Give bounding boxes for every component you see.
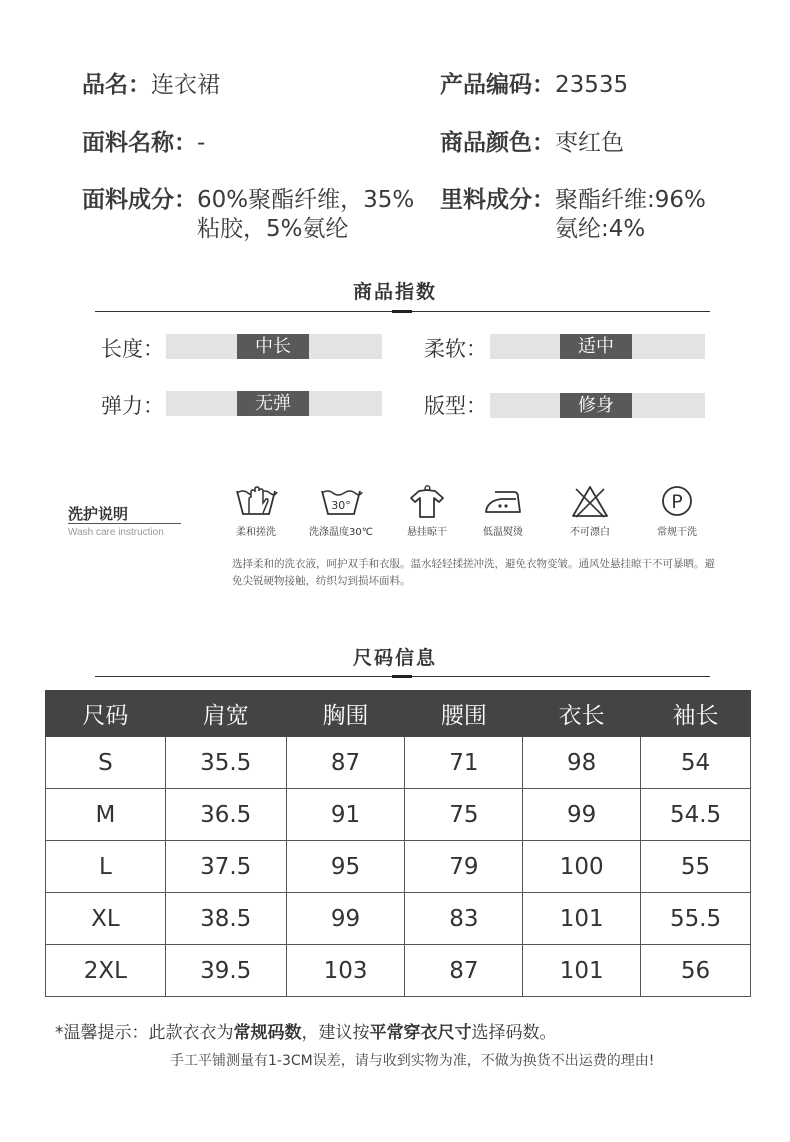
tip-bold-2: 平常穿衣尺寸	[369, 1023, 472, 1043]
tip-text-3: 选择码数。	[471, 1023, 557, 1043]
info-composition	[82, 186, 427, 244]
cell-sleeve: 56	[641, 945, 751, 997]
cell-waist: 75	[405, 789, 523, 841]
wash-item-no-bleach	[555, 483, 625, 538]
wash-temp-badge: 30°	[331, 499, 351, 512]
cell-size: M	[46, 789, 166, 841]
index-elasticity-bar	[166, 391, 382, 416]
table-row	[46, 893, 751, 945]
cell-sleeve: 55	[641, 841, 751, 893]
tip-text-1: 此款衣衣为	[148, 1023, 234, 1043]
header-shoulder: 肩宽	[165, 691, 286, 737]
info-color-label: 商品颜色：	[440, 130, 555, 156]
index-fit-bar	[490, 393, 705, 418]
cell-bust: 87	[286, 737, 405, 789]
cell-size: S	[46, 737, 166, 789]
no-bleach-caption: 不可漂白	[570, 527, 610, 538]
info-fabric-label: 面料名称：	[82, 130, 197, 156]
cell-shoulder: 35.5	[165, 737, 286, 789]
cell-length: 98	[523, 737, 641, 789]
cell-sleeve: 54.5	[641, 789, 751, 841]
wash-item-dry-clean	[642, 483, 712, 538]
wash-item-hang-dry	[392, 483, 462, 538]
wash-item-iron	[468, 483, 538, 538]
cell-length: 100	[523, 841, 641, 893]
size-table	[45, 690, 751, 997]
index-length-bar	[166, 334, 382, 359]
tip-bold-1: 常规码数	[233, 1023, 302, 1043]
header-sleeve: 袖长	[641, 691, 751, 737]
wash-temp-icon	[319, 483, 363, 519]
index-divider-mark	[392, 310, 412, 313]
info-name	[82, 71, 220, 100]
dry-clean-badge: P	[671, 491, 683, 513]
info-name-value: 连衣裙	[151, 72, 220, 98]
table-row	[46, 841, 751, 893]
cell-size: 2XL	[46, 945, 166, 997]
cell-shoulder: 36.5	[165, 789, 286, 841]
cell-length: 99	[523, 789, 641, 841]
info-fabric-value: -	[197, 130, 206, 156]
hang-dry-caption: 悬挂晾干	[407, 527, 447, 538]
info-lining	[440, 186, 740, 244]
cell-bust: 91	[286, 789, 405, 841]
cell-shoulder: 38.5	[165, 893, 286, 945]
info-code-value: 23535	[555, 72, 629, 98]
index-elasticity-chip: 无弹	[237, 391, 309, 416]
dry-clean-caption: 常规干洗	[657, 527, 697, 538]
header-bust: 胸围	[286, 691, 405, 737]
cell-waist: 87	[405, 945, 523, 997]
info-color-value: 枣红色	[555, 130, 624, 156]
info-lining-label: 里料成分：	[440, 187, 555, 213]
hand-wash-icon	[234, 483, 278, 519]
dry-clean-icon	[655, 483, 699, 519]
cell-waist: 79	[405, 841, 523, 893]
index-softness-chip: 适中	[560, 334, 632, 359]
cell-waist: 83	[405, 893, 523, 945]
cell-shoulder: 39.5	[165, 945, 286, 997]
index-fit-label: 版型：	[424, 394, 487, 418]
info-code-label: 产品编码：	[440, 72, 555, 98]
table-row	[46, 945, 751, 997]
size-table-header	[46, 691, 751, 737]
cell-waist: 71	[405, 737, 523, 789]
info-fabric	[82, 129, 205, 158]
cell-length: 101	[523, 893, 641, 945]
info-composition-value: 60%聚酯纤维，35% 粘胶，5%氨纶	[197, 187, 415, 242]
info-composition-label: 面料成分：	[82, 187, 197, 213]
tip-line-1	[55, 1018, 557, 1043]
no-bleach-icon	[568, 483, 612, 519]
wash-temp-caption: 洗涤温度30℃	[309, 527, 373, 538]
tip-prefix: *温馨提示：	[55, 1023, 149, 1043]
cell-bust: 99	[286, 893, 405, 945]
header-waist: 腰围	[405, 691, 523, 737]
cell-bust: 95	[286, 841, 405, 893]
index-softness-label: 柔软：	[424, 337, 487, 361]
cell-shoulder: 37.5	[165, 841, 286, 893]
tip-line-2: 手工平铺测量有1-3CM误差，请与收到实物为准，不做为换货不出运费的理由!	[170, 1053, 655, 1069]
wash-subtitle: Wash care instruction	[68, 527, 164, 538]
index-length-chip: 中长	[237, 334, 309, 359]
size-divider-mark	[392, 675, 412, 678]
wash-title: 洗护说明	[68, 505, 129, 523]
wash-item-hand-wash	[221, 483, 291, 538]
cell-sleeve: 54	[641, 737, 751, 789]
header-size: 尺码	[46, 691, 166, 737]
size-section-title: 尺码信息	[352, 647, 437, 669]
table-row	[46, 789, 751, 841]
index-fit-chip: 修身	[560, 393, 632, 418]
index-softness-bar	[490, 334, 705, 359]
info-color	[440, 129, 624, 158]
table-row	[46, 737, 751, 789]
info-name-label: 品名：	[82, 72, 151, 98]
wash-item-temperature	[306, 483, 376, 538]
hand-wash-caption: 柔和搓洗	[236, 527, 276, 538]
wash-title-rule	[68, 523, 181, 524]
index-section-title: 商品指数	[352, 281, 437, 303]
iron-caption: 低温熨烫	[483, 527, 523, 538]
hang-dry-icon	[405, 483, 449, 519]
cell-sleeve: 55.5	[641, 893, 751, 945]
info-lining-value: 聚酯纤维:96% 氨纶:4%	[555, 187, 706, 242]
info-code	[440, 71, 628, 100]
cell-length: 101	[523, 945, 641, 997]
cell-bust: 103	[286, 945, 405, 997]
tip-text-2: ，建议按	[301, 1023, 370, 1043]
cell-size: L	[46, 841, 166, 893]
iron-icon	[481, 483, 525, 519]
header-length: 衣长	[523, 691, 641, 737]
wash-description: 选择柔和的洗衣液，呵护双手和衣服。温水轻轻揉搓冲洗，避免衣物变皱。通风处悬挂晾干不可暴晒。避免尖锐硬物接触，纺织勾到损坏面料。	[232, 558, 715, 587]
index-length-label: 长度：	[101, 337, 164, 361]
cell-size: XL	[46, 893, 166, 945]
index-elasticity-label: 弹力：	[101, 394, 164, 418]
